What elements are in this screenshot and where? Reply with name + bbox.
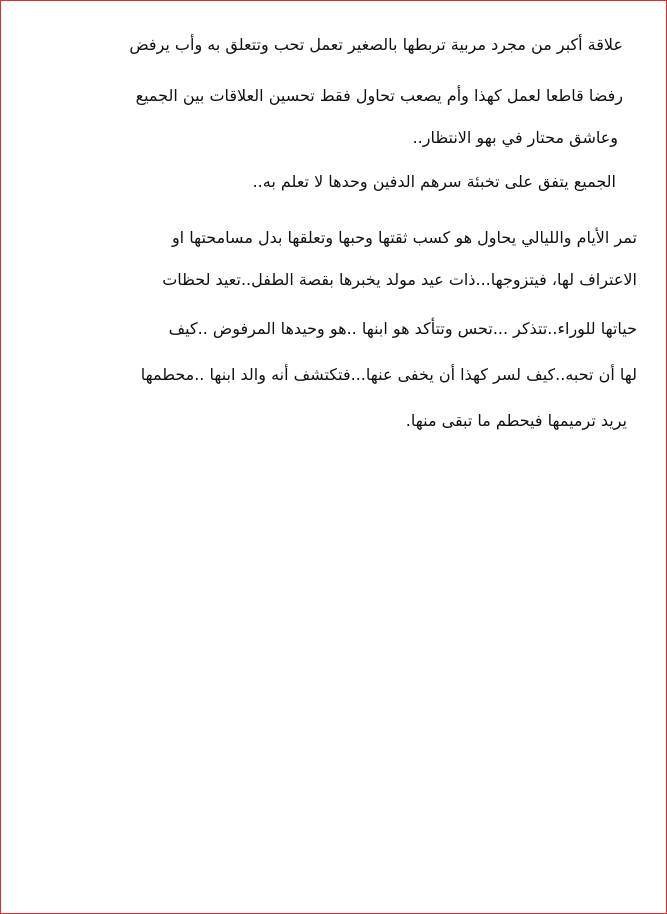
text-line: لها أن تحبه..كيف لسر كهذا أن يخفى عنها...فتكتشف أنه والد ابنها ..محطمها [140,365,637,384]
text-line: رفضا قاطعا لعمل كهذا وأم يصعب تحاول فقط تحسين العلاقات بين الجميع [135,86,623,105]
text-line: الاعتراف لها، فيتزوجها...ذات عيد مولد يخبرها بقصة الطفل..تعيد لحظات [162,270,637,289]
text-line: يريد ترميمها فيحطم ما تبقى منها. [405,411,627,430]
text-line: تمر الأيام والليالي يحاول هو كسب ثقتها وحبها وتعلقها بدل مسامحتها او [171,228,637,247]
text-line: الجميع يتفق على تخبئة سرهم الدفين وحدها لا تعلم به.. [252,172,616,191]
paragraph-3 [31,1,637,441]
text-line: علاقة أكبر من مجرد مربية تربطها بالصغير تعمل تحب وتتعلق به وأب يرفض [129,35,623,54]
text-line: حياتها للوراء..تتذكر ...تحس وتتأكد هو ابنها ..هو وحيدها المرفوض ..كيف [168,319,637,338]
text-line: وعاشق محتار في بهو الانتظار.. [412,128,618,147]
